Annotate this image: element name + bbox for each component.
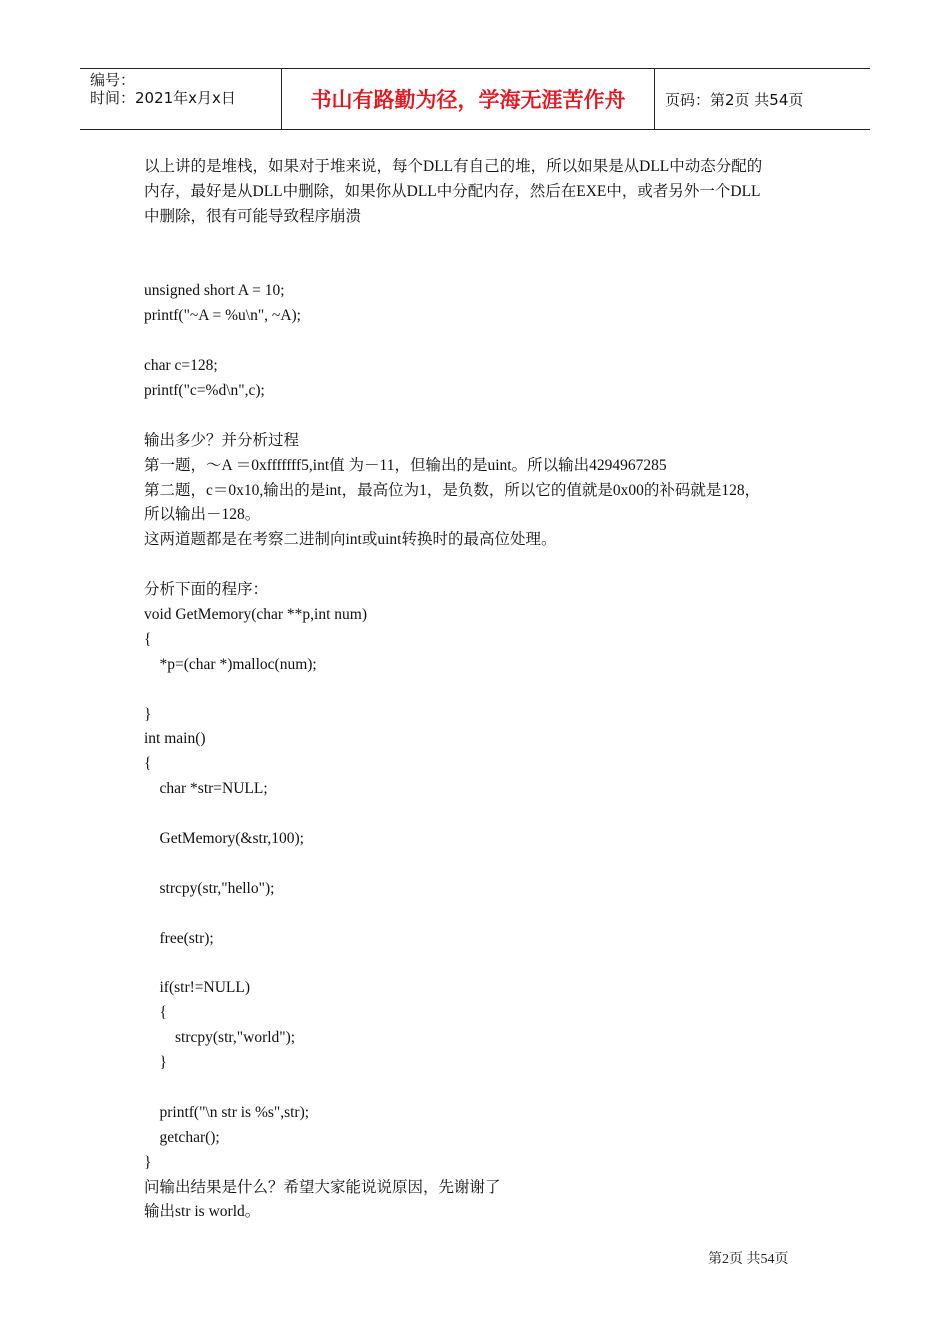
header-motto: 书山有路勤为径，学海无涯苦作舟	[310, 88, 626, 112]
text-line: 第二题，c＝0x10,输出的是int，最高位为1，是负数，所以它的值就是0x00的补码就是128，	[144, 481, 761, 499]
text-line: void GetMemory(char **p,int num)	[144, 606, 367, 624]
text-line: 以上讲的是堆栈，如果对于堆来说，每个DLL有自己的堆，所以如果是从DLL中动态分配的	[144, 158, 763, 175]
text-line	[144, 255, 814, 280]
text-line: if(str!=NULL)	[144, 979, 251, 997]
number-label: 编号：	[90, 71, 136, 89]
text-line: strcpy(str,"hello");	[144, 879, 275, 897]
document-body	[144, 155, 814, 1225]
text-line: 分析下面的程序：	[144, 581, 269, 599]
text-line: {	[144, 1004, 167, 1022]
text-line	[144, 230, 814, 255]
text-line: 中删除，很有可能导致程序崩溃	[144, 207, 362, 225]
text-line: GetMemory(&str,100);	[144, 830, 304, 848]
text-line	[144, 329, 814, 354]
text-line: getchar();	[144, 1128, 220, 1146]
text-line	[144, 404, 814, 429]
text-line: strcpy(str,"world");	[144, 1029, 296, 1047]
text-line: 问输出结果是什么？希望大家能说说原因，先谢谢了	[144, 1178, 501, 1196]
text-line: 所以输出－128。	[144, 506, 261, 524]
text-line	[144, 852, 814, 877]
text-line: }	[144, 1153, 152, 1171]
header-page-info: 页码：第2页 共54页	[665, 90, 804, 109]
text-line: free(str);	[144, 929, 214, 947]
text-line: unsigned short A = 10;	[144, 282, 285, 300]
text-line: 输出多少？并分析过程	[144, 431, 300, 449]
text-line: printf("\n str is %s",str);	[144, 1103, 310, 1121]
text-line: 输出str is world。	[144, 1203, 261, 1221]
text-line: printf("~A = %u\n", ~A);	[144, 307, 301, 325]
text-line: {	[144, 755, 152, 773]
text-line: 这两道题都是在考察二进制向int或uint转换时的最高位处理。	[144, 531, 557, 549]
page-header	[80, 68, 870, 130]
text-line	[144, 678, 814, 703]
text-line: {	[144, 630, 152, 648]
text-line: 第一题，～A ＝0xfffffff5,int值 为－11，但输出的是uint。所以输出4294967285	[144, 456, 667, 474]
header-divider	[654, 69, 655, 129]
text-line: *p=(char *)malloc(num);	[144, 655, 317, 673]
text-line: }	[144, 1054, 167, 1072]
text-line: char *str=NULL;	[144, 780, 268, 798]
header-meta	[90, 71, 280, 107]
text-line	[144, 802, 814, 827]
text-line: int main()	[144, 730, 206, 748]
text-line: 内存，最好是从DLL中删除，如果你从DLL中分配内存，然后在EXE中，或者另外一个DLL	[144, 182, 761, 200]
text-line: char c=128;	[144, 357, 218, 375]
text-line	[144, 1076, 814, 1101]
page-footer: 第2页 共54页	[708, 1252, 789, 1267]
time-label: 时间：2021年x月x日	[90, 89, 236, 107]
text-line: printf("c=%d\n",c);	[144, 382, 265, 400]
text-line	[144, 553, 814, 578]
text-line: }	[144, 705, 152, 723]
text-line	[144, 952, 814, 977]
text-line	[144, 902, 814, 927]
